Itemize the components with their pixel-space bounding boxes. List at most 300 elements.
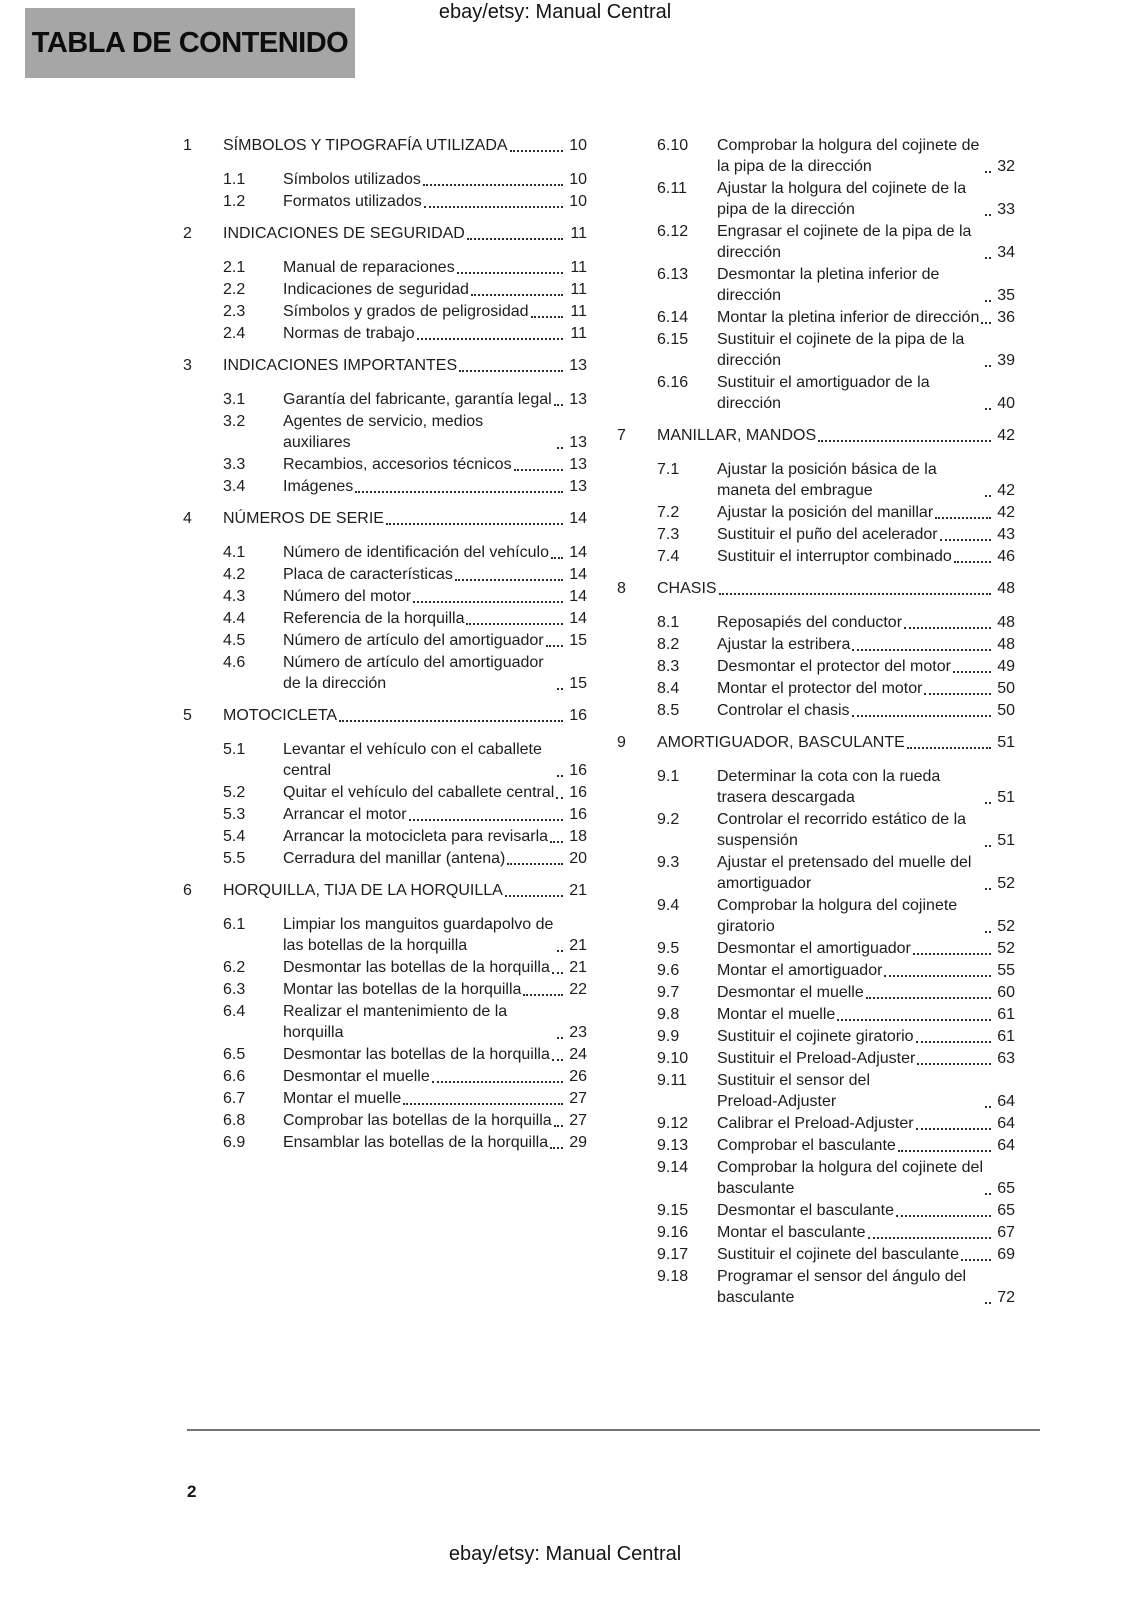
toc-entry-number: 9.2 [657,811,680,828]
toc-sub-entry [183,1001,587,1043]
toc-entry-title: Quitar el vehículo del caballete central [283,784,555,801]
toc-entry-number: 3.2 [223,413,246,430]
toc-sub-entry [183,848,587,869]
toc-entry-title: Ajustar la posición básica de la maneta del embrague [717,461,937,499]
dot-leader [985,845,991,847]
toc-entry-page: 21 [569,959,587,976]
toc-entry-page: 14 [569,566,587,583]
dot-leader [467,238,563,240]
toc-entry-page: 48 [997,614,1015,631]
toc-sub-entry [617,960,1015,981]
toc-entry-page: 21 [569,882,587,899]
toc-entry-number: 9.12 [657,1115,689,1132]
toc-entry-title: Manual de reparaciones [283,259,455,276]
toc-entry-page: 40 [997,395,1015,412]
toc-entry-page: 14 [569,588,587,605]
toc-section-entry [183,223,587,244]
toc-entry-number: 5 [183,707,192,724]
toc-sub-entry [617,524,1015,545]
dot-leader [985,1106,991,1108]
toc-entry-page: 42 [997,504,1015,521]
toc-sub-entry [617,1157,1015,1199]
toc-entry-number: 8.3 [657,658,680,675]
toc-entry-title: Comprobar la holgura del cojinete de la pipa de la dirección [717,137,980,175]
toc-entry-page: 16 [569,707,587,724]
toc-entry-page: 29 [569,1134,587,1151]
toc-entry-page: 26 [569,1068,587,1085]
toc-entry-number: 1.2 [223,193,246,210]
toc-entry-page: 13 [569,357,587,374]
toc-entry-page: 39 [997,352,1015,369]
toc-entry-number: 6.8 [223,1112,246,1129]
toc-entry-title: Limpiar los manguitos guardapolvo de las botellas de la horquilla [283,916,554,954]
toc-entry-page: 36 [997,309,1015,326]
toc-entry-title: Desmontar la pletina inferior de dirección [717,266,940,304]
toc-entry-page: 35 [997,287,1015,304]
toc-entry-page: 50 [997,680,1015,697]
toc-sub-entry [183,826,587,847]
toc-entry-page: 72 [997,1289,1015,1306]
toc-entry-title: Desmontar el muelle [717,984,864,1001]
toc-entry-number: 4.4 [223,610,246,627]
toc-sub-entry [183,1088,587,1109]
toc-entry-page: 52 [997,918,1015,935]
dot-leader [985,495,991,497]
toc-sub-entry [183,630,587,651]
toc-sub-entry [617,372,1015,414]
toc-sub-entry [183,1132,587,1153]
toc-entry-page: 51 [997,832,1015,849]
toc-entry-number: 3 [183,357,192,374]
toc-entry-number: 9 [617,734,626,751]
dot-leader [924,693,991,695]
dot-leader [916,1041,991,1043]
toc-sub-entry [183,411,587,453]
toc-entry-number: 9.7 [657,984,680,1001]
toc-heading: TABLA DE CONTENIDO [31,26,349,59]
toc-sub-entry [617,1135,1015,1156]
dot-leader [557,1037,563,1039]
dot-leader [355,491,563,493]
toc-entry-page: 18 [569,828,587,845]
toc-entry-number: 9.11 [657,1072,687,1089]
toc-entry-number: 6.10 [657,137,689,154]
toc-entry-title: Sustituir el cojinete giratorio [717,1028,914,1045]
toc-sub-entry [617,329,1015,371]
toc-sub-entry [617,700,1015,721]
toc-entry-number: 8 [617,580,626,597]
toc-sub-entry [617,546,1015,567]
toc-entry-title: Comprobar el basculante [717,1137,896,1154]
toc-entry-title: Reposapiés del conductor [717,614,903,631]
dot-leader [896,1215,991,1217]
toc-sub-entry [617,1200,1015,1221]
dot-leader [514,469,563,471]
toc-entry-title: Arrancar la motocicleta para revisarla [283,828,549,845]
toc-entry-page: 34 [997,244,1015,261]
toc-entry-title: Programar el sensor del ángulo del basculante [717,1268,967,1306]
toc-entry-page: 48 [997,636,1015,653]
toc-column-left [183,135,587,1154]
dot-leader [866,997,991,999]
toc-entry-number: 2.3 [223,303,246,320]
toc-entry-page: 14 [569,544,587,561]
toc-sub-entry [617,135,1015,177]
dot-leader [339,720,563,722]
toc-entry-page: 11 [570,281,587,298]
toc-entry-page: 69 [997,1246,1015,1263]
toc-entry-title: Sustituir el cojinete del basculante [717,1246,959,1263]
toc-entry-title: Número de artículo del amortiguador de la dirección [283,654,544,692]
dot-leader [557,447,563,449]
toc-entry-number: 6.12 [657,223,689,240]
toc-entry-number: 7.1 [657,461,680,478]
dot-leader [507,863,563,865]
toc-sub-entry [617,1113,1015,1134]
toc-entry-number: 6.4 [223,1003,246,1020]
toc-entry-number: 9.14 [657,1159,689,1176]
dot-leader [852,649,991,651]
toc-column-right [617,135,1015,1309]
toc-entry-number: 9.6 [657,962,680,979]
dot-leader [557,775,563,777]
toc-sub-entry [183,169,587,190]
toc-section-entry [183,135,587,156]
toc-sub-entry [617,1222,1015,1243]
toc-entry-number: 4.2 [223,566,246,583]
toc-entry-title: Ajustar el pretensado del muelle del amortiguador [717,854,972,892]
toc-entry-page: 48 [997,580,1015,597]
toc-entry-page: 11 [570,325,587,342]
toc-entry-page: 13 [569,456,587,473]
toc-section-entry [183,508,587,529]
toc-section-entry [183,355,587,376]
toc-entry-page: 20 [569,850,587,867]
toc-entry-page: 60 [997,984,1015,1001]
toc-sub-entry [617,852,1015,894]
dot-leader [531,316,563,318]
dot-leader [523,994,563,996]
toc-sub-entry [183,454,587,475]
dot-leader [413,601,563,603]
toc-section-entry [183,705,587,726]
toc-sub-entry [183,542,587,563]
toc-entry-number: 9.10 [657,1050,689,1067]
toc-entry-number: 6.2 [223,959,246,976]
dot-leader [904,627,991,629]
dot-leader [471,294,563,296]
toc-entry-title: Engrasar el cojinete de la pipa de la dirección [717,223,972,261]
dot-leader [985,214,991,216]
toc-entry-title: Sustituir el Preload-Adjuster [717,1050,916,1067]
toc-entry-number: 9.4 [657,897,680,914]
toc-sub-entry [183,957,587,978]
toc-entry-title: Ajustar la estribera [717,636,851,653]
toc-entry-number: 3.1 [223,391,246,408]
dot-leader [868,1237,991,1239]
toc-sub-entry [183,739,587,781]
toc-sub-entry [617,766,1015,808]
toc-entry-number: 9.13 [657,1137,689,1154]
header-title: ebay/etsy: Manual Central [438,1,672,23]
toc-entry-title: Calibrar el Preload-Adjuster [717,1115,914,1132]
dot-leader [556,797,563,799]
dot-leader [554,1125,563,1127]
toc-entry-page: 61 [997,1028,1015,1045]
toc-sub-entry [617,459,1015,501]
toc-entry-number: 6 [183,882,192,899]
dot-leader [916,1128,991,1130]
dot-leader [510,150,563,152]
toc-section-entry [617,578,1015,599]
toc-entry-title: Número de identificación del vehículo [283,544,549,561]
toc-entry-title: Referencia de la horquilla [283,610,465,627]
toc-entry-title: Sustituir el puño del acelerador [717,526,938,543]
toc-sub-entry [617,612,1015,633]
toc-entry-number: 4 [183,510,192,527]
toc-sub-entry [183,914,587,956]
toc-entry-title: Imágenes [283,478,354,495]
toc-entry-title: Comprobar la holgura del cojinete del basculante [717,1159,983,1197]
toc-entry-title: INDICACIONES IMPORTANTES [223,357,458,374]
toc-sub-entry [183,476,587,497]
toc-section-entry [617,732,1015,753]
toc-sub-entry [183,323,587,344]
toc-entry-number: 4.6 [223,654,246,671]
toc-entry-title: Montar el protector del motor [717,680,923,697]
toc-entry-title: Montar la pletina inferior de dirección [717,309,980,326]
toc-entry-title: Desmontar el basculante [717,1202,894,1219]
dot-leader [550,1147,563,1149]
dot-leader [898,1150,991,1152]
toc-sub-entry [617,502,1015,523]
toc-entry-number: 9.16 [657,1224,689,1241]
toc-section-entry [183,880,587,901]
toc-entry-title: Sustituir el interruptor combinado [717,548,952,565]
dot-leader [557,950,563,952]
toc-sub-entry [183,191,587,212]
toc-sub-entry [183,782,587,803]
toc-entry-title: Desmontar el protector del motor [717,658,951,675]
dot-leader [719,593,991,595]
toc-sub-entry [617,1070,1015,1112]
toc-entry-page: 14 [569,610,587,627]
toc-sub-entry [183,564,587,585]
toc-entry-page: 63 [997,1050,1015,1067]
toc-entry-number: 7.4 [657,548,680,565]
toc-entry-number: 5.4 [223,828,246,845]
toc-entry-title: Desmontar las botellas de la horquilla [283,959,550,976]
toc-entry-page: 65 [997,1202,1015,1219]
toc-entry-title: SÍMBOLOS Y TIPOGRAFÍA UTILIZADA [223,137,508,154]
toc-sub-entry [617,982,1015,1003]
toc-entry-title: Símbolos utilizados [283,171,421,188]
toc-sub-entry [617,264,1015,306]
toc-entry-number: 9.17 [657,1246,689,1263]
dot-leader [953,671,991,673]
footer-rule [187,1429,1040,1431]
toc-entry-page: 10 [569,171,587,188]
dot-leader [403,1103,563,1105]
toc [183,135,1015,1309]
toc-heading-box [25,8,355,78]
toc-entry-page: 13 [569,391,587,408]
toc-entry-number: 7.2 [657,504,680,521]
toc-entry-title: Normas de trabajo [283,325,415,342]
toc-entry-number: 6.5 [223,1046,246,1063]
toc-sub-entry [617,1048,1015,1069]
dot-leader [424,206,563,208]
toc-entry-number: 6.6 [223,1068,246,1085]
dot-leader [985,300,991,302]
toc-sub-entry [617,1004,1015,1025]
toc-sub-entry [617,178,1015,220]
toc-entry-number: 6.3 [223,981,246,998]
toc-entry-title: Sustituir el cojinete de la pipa de la dirección [717,331,965,369]
toc-sub-entry [617,634,1015,655]
dot-leader [459,370,563,372]
toc-sub-entry [183,979,587,1000]
toc-entry-number: 5.5 [223,850,246,867]
toc-entry-title: NÚMEROS DE SERIE [223,510,384,527]
toc-entry-number: 6.9 [223,1134,246,1151]
dot-leader [985,802,991,804]
toc-entry-title: Realizar el mantenimiento de la horquilla [283,1003,508,1041]
footer-title: ebay/etsy: Manual Central [448,1543,682,1565]
page-number: 2 [187,1482,197,1501]
toc-entry-title: Ensamblar las botellas de la horquilla [283,1134,549,1151]
toc-entry-page: 67 [997,1224,1015,1241]
toc-entry-page: 15 [569,632,587,649]
toc-entry-page: 11 [570,259,587,276]
toc-entry-number: 8.1 [657,614,680,631]
toc-entry-page: 42 [997,482,1015,499]
toc-entry-number: 9.18 [657,1268,689,1285]
toc-entry-number: 9.3 [657,854,680,871]
toc-entry-number: 9.15 [657,1202,689,1219]
toc-entry-title: Formatos utilizados [283,193,422,210]
dot-leader [985,931,991,933]
toc-entry-title: Ajustar la posición del manillar [717,504,934,521]
dot-leader [455,579,563,581]
toc-entry-title: Controlar el recorrido estático de la suspensión [717,811,967,849]
toc-entry-number: 8.4 [657,680,680,697]
dot-leader [409,819,563,821]
toc-entry-page: 11 [570,225,587,242]
toc-entry-title: Levantar el vehículo con el caballete central [283,741,542,779]
dot-leader [552,1059,563,1061]
toc-sub-entry [617,895,1015,937]
toc-entry-title: Comprobar las botellas de la horquilla [283,1112,552,1129]
toc-entry-page: 13 [569,434,587,451]
toc-entry-number: 7.3 [657,526,680,543]
toc-entry-title: Desmontar las botellas de la horquilla [283,1046,550,1063]
toc-entry-title: Sustituir el amortiguador de la dirección [717,374,930,412]
toc-entry-number: 1 [183,137,192,154]
toc-entry-title: MANILLAR, MANDOS [657,427,817,444]
toc-entry-title: Controlar el chasis [717,702,850,719]
toc-entry-number: 8.5 [657,702,680,719]
dot-leader [386,523,563,525]
toc-entry-page: 22 [569,981,587,998]
toc-entry-title: Montar el amortiguador [717,962,883,979]
toc-entry-number: 9.8 [657,1006,680,1023]
dot-leader [985,171,991,173]
toc-entry-number: 6.11 [657,180,687,197]
dot-leader [954,561,991,563]
toc-entry-page: 16 [569,762,587,779]
toc-entry-page: 15 [569,675,587,692]
toc-sub-entry [617,307,1015,328]
dot-leader [940,539,991,541]
toc-entry-page: 64 [997,1115,1015,1132]
toc-sub-entry [183,1110,587,1131]
toc-entry-title: Número del motor [283,588,412,605]
toc-entry-number: 2.1 [223,259,246,276]
toc-entry-number: 4.1 [223,544,246,561]
dot-leader [554,404,563,406]
dot-leader [852,715,991,717]
toc-sub-entry [183,279,587,300]
toc-entry-title: Agentes de servicio, medios auxiliares [283,413,484,451]
dot-leader [884,975,991,977]
toc-entry-page: 52 [997,875,1015,892]
toc-entry-number: 4.3 [223,588,246,605]
dot-leader [985,888,991,890]
toc-entry-page: 27 [569,1112,587,1129]
toc-entry-title: AMORTIGUADOR, BASCULANTE [657,734,905,751]
dot-leader [466,623,563,625]
dot-leader [557,688,563,690]
toc-entry-title: Símbolos y grados de peligrosidad [283,303,529,320]
toc-entry-title: INDICACIONES DE SEGURIDAD [223,225,465,242]
toc-entry-number: 5.1 [223,741,246,758]
toc-sub-entry [183,301,587,322]
toc-entry-page: 11 [570,303,587,320]
dot-leader [961,1259,991,1261]
toc-entry-page: 16 [569,784,587,801]
toc-entry-title: Montar el muelle [717,1006,836,1023]
toc-entry-number: 2 [183,225,192,242]
toc-entry-title: HORQUILLA, TIJA DE LA HORQUILLA [223,882,503,899]
dot-leader [985,1193,991,1195]
toc-entry-title: Cerradura del manillar (antena) [283,850,506,867]
dot-leader [423,184,563,186]
dot-leader [913,953,991,955]
toc-entry-page: 64 [997,1093,1015,1110]
toc-entry-title: Montar las botellas de la horquilla [283,981,522,998]
dot-leader [550,841,563,843]
toc-entry-number: 6.1 [223,916,246,933]
toc-entry-page: 55 [997,962,1015,979]
dot-leader [985,408,991,410]
dot-leader [551,557,563,559]
toc-entry-number: 8.2 [657,636,680,653]
toc-sub-entry [183,608,587,629]
toc-entry-number: 6.13 [657,266,689,283]
dot-leader [907,747,991,749]
toc-sub-entry [183,1066,587,1087]
toc-entry-page: 51 [997,734,1015,751]
toc-entry-number: 2.2 [223,281,246,298]
toc-sub-entry [183,257,587,278]
toc-entry-number: 7 [617,427,626,444]
toc-entry-title: Desmontar el muelle [283,1068,430,1085]
dot-leader [546,645,563,647]
toc-sub-entry [183,652,587,694]
toc-entry-page: 64 [997,1137,1015,1154]
toc-sub-entry [183,804,587,825]
